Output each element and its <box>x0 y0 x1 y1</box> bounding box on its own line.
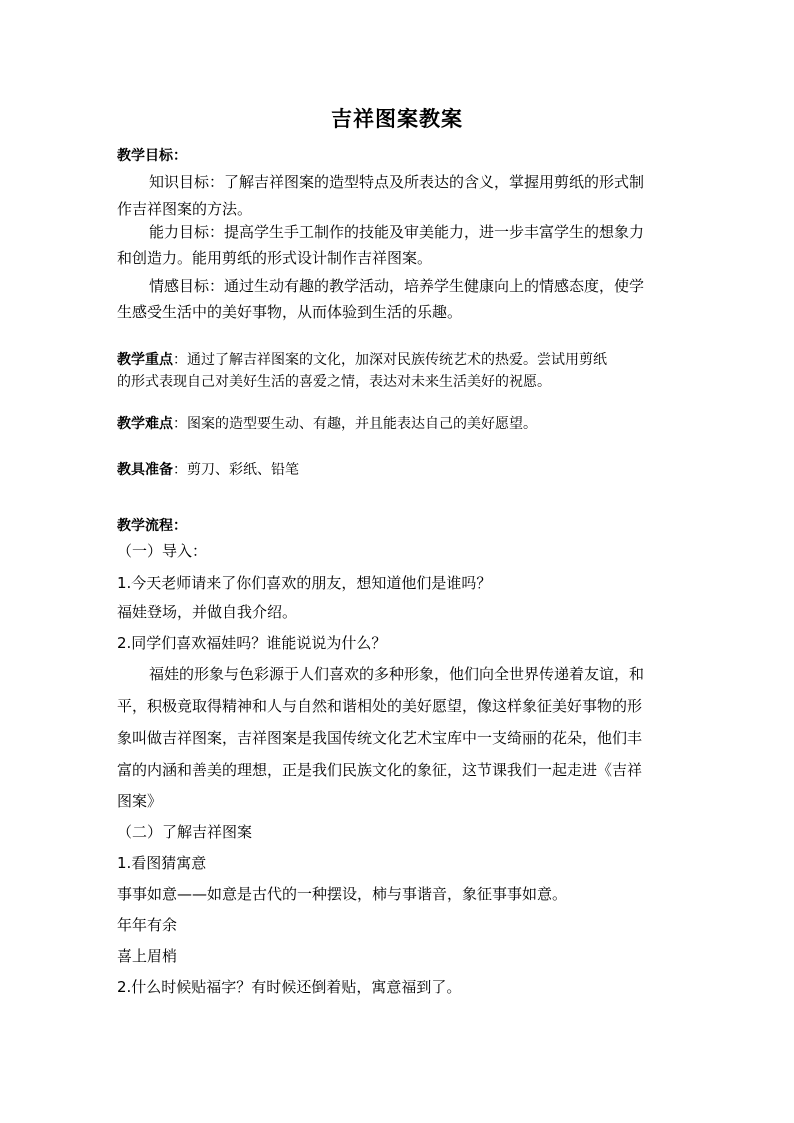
process-paragraph-line-4: 富的内涵和善美的理想，正是我们民族文化的象征，这节课我们一起走进《吉祥 <box>117 761 643 779</box>
key-points-line-1 <box>117 350 607 370</box>
process-paragraph-line-5: 图案》 <box>117 792 163 810</box>
process-line-1: 1.今天老师请来了你们喜欢的朋友，想知道他们是谁吗？ <box>117 574 492 592</box>
tools-text: ：剪刀、彩纸、铅笔 <box>173 462 299 478</box>
difficulty-label: 教学难点 <box>117 416 173 432</box>
knowledge-goal-line-2: 作吉祥图案的方法。 <box>117 200 253 218</box>
process-line-3: 2.同学们喜欢福娃吗？谁能说说为什么？ <box>117 634 387 652</box>
ability-goal-line-1: 能力目标：提高学生手工制作的技能及审美能力，进一步丰富学生的想象力 <box>149 223 645 241</box>
tools-label: 教具准备 <box>117 462 173 478</box>
process-paragraph-line-2: 平，积极竟取得精神和人与自然和谐相处的美好愿望，像这样象征美好事物的形 <box>117 697 643 715</box>
process-line-4: 1.看图猜寓意 <box>117 854 207 872</box>
process-section-1: （一）导入： <box>117 542 208 560</box>
key-points-text-1: ：通过了解吉祥图案的文化，加深对民族传统艺术的热爱。尝试用剪纸 <box>173 352 607 368</box>
process-section-2: （二）了解吉祥图案 <box>117 823 253 841</box>
process-paragraph-line-3: 象叫做吉祥图案，吉祥图案是我国传统文化艺术宝库中一支绮丽的花朵，他们丰 <box>117 729 643 747</box>
key-points-label: 教学重点 <box>117 352 173 368</box>
emotion-goal-line-1: 情感目标：通过生动有趣的教学活动，培养学生健康向上的情感态度，使学 <box>149 277 645 295</box>
tools-line <box>117 460 299 480</box>
difficulty-text: ：图案的造型要生动、有趣，并且能表达自己的美好愿望。 <box>173 416 537 432</box>
goals-heading: 教学目标： <box>117 148 187 164</box>
knowledge-goal-line-1: 知识目标：了解吉祥图案的造型特点及所表达的含义，掌握用剪纸的形式制 <box>149 173 645 191</box>
process-line-5: 事事如意——如意是古代的一种摆设，柿与事谐音，象征事事如意。 <box>117 885 568 903</box>
process-line-8: 2.什么时候贴福字？有时候还倒着贴，寓意福到了。 <box>117 978 462 996</box>
emotion-goal-line-2: 生感受生活中的美好事物，从而体验到生活的乐趣。 <box>117 303 463 321</box>
key-points-line-2: 的形式表现自己对美好生活的喜爱之情，表达对未来生活美好的祝愿。 <box>117 374 551 390</box>
process-line-7: 喜上眉梢 <box>117 947 178 965</box>
process-heading: 教学流程： <box>117 518 187 534</box>
ability-goal-line-2: 和创造力。能用剪纸的形式设计制作吉祥图案。 <box>117 249 433 267</box>
process-line-6: 年年有余 <box>117 916 178 934</box>
difficulty-line <box>117 414 537 434</box>
document-title: 吉祥图案教案 <box>331 106 463 131</box>
process-line-2: 福娃登场，并做自我介绍。 <box>117 603 298 621</box>
process-paragraph-line-1: 福娃的形象与色彩源于人们喜欢的多种形象，他们向全世界传递着友谊，和 <box>149 665 645 683</box>
